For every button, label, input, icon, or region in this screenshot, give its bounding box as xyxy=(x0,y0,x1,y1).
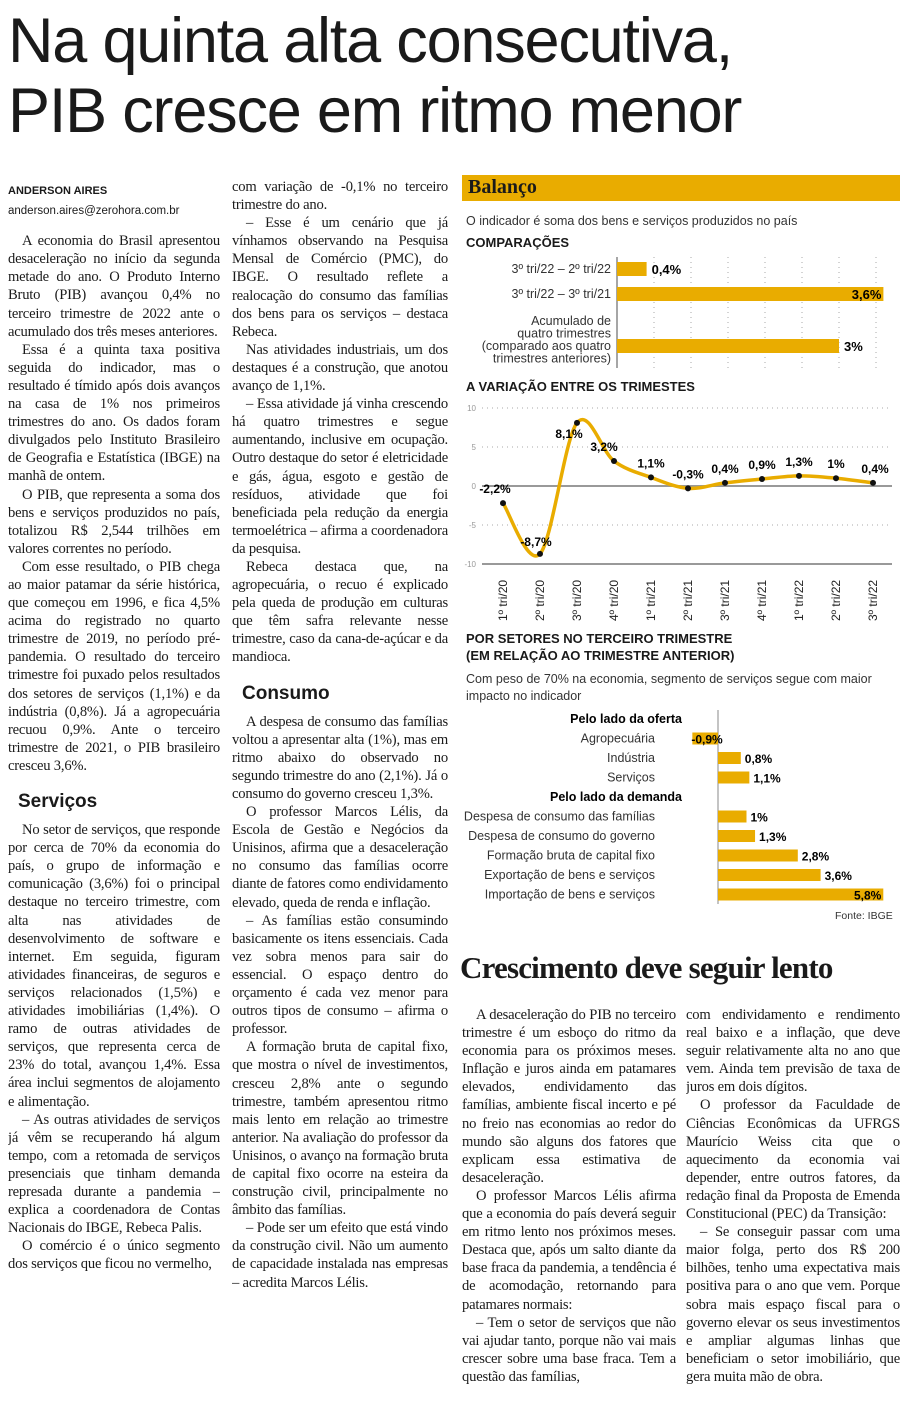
paragraph: – Esse é um cenário que já vínhamos observando na Pesquisa Mensal de Comércio (PMC), do IBGE. O resultado reflete a realocação do consumo das famílias dos bens para os serviços – destaca Rebeca. xyxy=(232,215,448,340)
data-label: -8,7% xyxy=(520,534,552,549)
bar-value-label: 3,6% xyxy=(851,287,882,302)
data-label: 1,3% xyxy=(785,454,813,469)
article-column-2 xyxy=(232,178,448,1387)
section-heading: Serviços xyxy=(18,791,98,812)
bar-value-label: 1% xyxy=(750,810,768,825)
category-label: Indústria xyxy=(607,751,655,765)
y-tick-label: 10 xyxy=(467,404,476,413)
data-point xyxy=(574,420,580,426)
group-label: Pelo lado da oferta xyxy=(570,712,682,726)
bar xyxy=(718,811,747,823)
category-label: quatro trimestres xyxy=(517,326,611,341)
bar-value-label: 2,8% xyxy=(801,849,830,864)
paragraph: – As outras atividades de serviços já vêm se recuperando há algum tempo, com a retomada de serviços presenciais que tinham demanda represada durante a pandemia – explica a coordenadora de Contas Nacionais do IBGE, Rebeca Palis. xyxy=(8,1111,220,1237)
comparisons-chart xyxy=(462,255,902,370)
category-label: trimestres anteriores) xyxy=(492,351,611,366)
x-tick-label: 1º tri/22 xyxy=(792,579,806,621)
bar-value-label: 1,1% xyxy=(753,771,781,786)
data-point xyxy=(500,500,506,506)
bar xyxy=(718,850,798,862)
bar-value-label: 5,8% xyxy=(853,888,882,903)
category-label: Agropecuária xyxy=(580,731,655,746)
data-point xyxy=(759,476,765,482)
bar-value-label: 0,4% xyxy=(651,262,682,277)
data-label: 3,2% xyxy=(590,440,618,455)
category-label: Serviços xyxy=(607,770,655,785)
infographic-title: Balanço xyxy=(462,175,900,201)
data-label: -2,2% xyxy=(479,482,511,497)
column-1-body xyxy=(8,232,220,1273)
data-label: 1% xyxy=(827,457,845,472)
bar xyxy=(718,830,755,842)
y-tick-label: -10 xyxy=(464,560,476,569)
y-tick-label: 5 xyxy=(471,443,476,452)
paragraph: – Tem o setor de serviços que não vai ajudar tanto, porque não vai mais crescer sobre uma base fraca. Tem a questão das famílias, xyxy=(462,1314,676,1385)
bar xyxy=(718,869,821,881)
bar-value-label: 3% xyxy=(844,339,863,354)
data-point xyxy=(648,474,654,480)
category-label: (comparado aos quatro xyxy=(481,339,611,353)
article-2-title: Crescimento deve seguir lento xyxy=(460,950,833,985)
data-point xyxy=(870,480,876,486)
paragraph: A desaceleração do PIB no terceiro trimestre é um esboço do ritmo da economia para os próximos meses. Inflação e juros ainda em patamares elevados, endividamento das famílias, ambiente fiscal incerto e pé no freio nas economias ao redor do mundo são alguns dos fatores que explicam essa estimativa de desaceleração. xyxy=(462,1007,676,1186)
data-label: 1,1% xyxy=(637,456,665,471)
data-point xyxy=(685,485,691,491)
headline-line-2: PIB cresce em ritmo menor xyxy=(8,76,742,146)
quarterly-variation-chart xyxy=(462,395,902,630)
byline-email[interactable]: anderson.aires@zerohora.com.br xyxy=(8,205,180,218)
x-tick-label: 1º tri/20 xyxy=(496,579,510,621)
sectors-subtitle: Com peso de 70% na economia, segmento de serviços segue com maior impacto no indicador xyxy=(466,672,872,703)
paragraph: Essa é a quinta taxa positiva seguida do indicador, mas o resultado é tímido após dois avanços na casa de 1% nos primeiros trimestres do ano. Os dados foram divulgados pelo Instituto Brasileiro de Geografia e Estatística (IBGE) na manhã de ontem. xyxy=(8,341,220,485)
paragraph: No setor de serviços, que responde por cerca de 70% da economia do país, o grupo de informação e comunicação (3,6%) foi o principal destaque no terceiro trimestre, com alta nas atividades de desenvolvimento de software e internet. Em seguida, figuram atividades financeiras, de seguros e serviços relacionados (1,5%) e atividades imobiliárias (1,4%). O ramo de outras atividades de serviços, que representa cerca de 23% do total, avançou 1,4%. Essa área inclui segmentos de alojamento e alimentação. xyxy=(8,822,220,1110)
category-label: Formação bruta de capital fixo xyxy=(486,848,655,863)
section-heading: Consumo xyxy=(242,682,330,704)
paragraph: O professor Marcos Lélis, da Escola de Gestão e Negócios da Unisinos, afirma que a desaceleração no consumo das famílias ocorre diante de fatores como endividamento elevado, queda de renda e inflação. xyxy=(232,804,448,911)
paragraph: – Essa atividade já vinha crescendo há quatro trimestres e segue aumentando, inclusive em ocupação. Outro destaque do setor é eletricidade e gás, água, esgoto e gestão de resíduos, atividade que foi beneficiada pela redução da energia termoelétrica – afirma a coordenadora da pesquisa. xyxy=(232,396,448,557)
data-label: 0,4% xyxy=(861,461,889,476)
y-tick-label: -5 xyxy=(468,521,476,530)
category-label: 3º tri/22 – 2º tri/22 xyxy=(511,262,611,276)
data-point xyxy=(796,473,802,479)
paragraph: O PIB, que representa a soma dos bens e serviços produzidos no país, totalizou R$ 2,544 trilhões em valores correntes no período. xyxy=(8,486,220,557)
bar-value-label: 1,3% xyxy=(759,830,787,844)
paragraph: com endividamento e rendimento real baixo e a inflação, que deve seguir relativamente alta no ano que vem. Ainda tem previsão de taxa de juros em dois dígitos. xyxy=(686,1007,900,1096)
bar xyxy=(718,752,741,764)
bar-value-label: -0,9% xyxy=(691,732,723,747)
data-point xyxy=(611,458,617,464)
paragraph: Rebeca destaca que, na agropecuária, o recuo é explicado pela queda de produção em culturas que têm safra relevante nesse trimestre, caso da cana-de-açúcar e da mandioca. xyxy=(232,558,448,666)
data-point xyxy=(722,480,728,486)
headline-line-1: Na quinta alta consecutiva, xyxy=(8,6,733,76)
x-tick-label: 3º tri/22 xyxy=(866,579,880,621)
x-tick-label: 4º tri/20 xyxy=(607,579,621,621)
paragraph: A formação bruta de capital fixo, que mostra o nível de investimentos, cresceu 2,8% ante o segundo trimestre, também apresentou ritmo mais lento em relação ao trimestre anterior. Na avaliação do professor da Unisinos, o avanço na formação bruta de capital fixo ocorre na esteira da construção civil, principalmente no âmbito das famílias. xyxy=(232,1039,448,1219)
group-label: Pelo lado da demanda xyxy=(550,790,682,804)
data-label: 0,4% xyxy=(711,461,739,476)
x-tick-label: 4º tri/21 xyxy=(755,579,769,621)
paragraph: – Se conseguir passar com uma maior folga, perto dos R$ 200 bilhões, tenho uma expectativa mais positiva para o ano que vem. Porque sobra mais espaço fiscal para o governo elevar os seus investimentos e ampliar algumas linhas que beneficiam o setor imobiliário, que gera muita mão de obra. xyxy=(686,1224,900,1385)
sectors-title: POR SETORES NO TERCEIRO TRIMESTRE (EM RELAÇÃO AO TRIMESTRE ANTERIOR) xyxy=(466,631,735,663)
paragraph: O comércio é o único segmento dos serviços que ficou no vermelho, xyxy=(8,1238,220,1273)
bar xyxy=(617,287,883,301)
article-2-column-a xyxy=(462,1006,676,1386)
paragraph: A despesa de consumo das famílias voltou a apresentar alta (1%), mas em ritmo abaixo do observado no segundo trimestre do ano (2,1%). Já o consumo do governo cresceu 1,3%. xyxy=(232,713,448,802)
sectors-chart xyxy=(462,708,902,906)
category-label: Acumulado de xyxy=(531,314,611,328)
headline xyxy=(8,6,908,146)
paragraph: – Pode ser um efeito que está vindo da construção civil. Não um aumento de capacidade instalada nas empresas – acredita Marcos Lélis. xyxy=(232,1220,448,1291)
paragraph: A economia do Brasil apresentou desaceleração no início da segunda metade do ano. O Produto Interno Bruto (PIB) avançou 0,4% no terceiro trimestre de 2022 ante o acumulado dos três meses anteriores. xyxy=(8,233,220,340)
x-tick-label: 2º tri/22 xyxy=(829,579,843,621)
category-label: Exportação de bens e serviços xyxy=(484,868,655,882)
article-column-1 xyxy=(8,182,220,1387)
x-tick-label: 1º tri/21 xyxy=(644,579,658,621)
bar xyxy=(617,339,839,353)
quarterly-variation-title: A VARIAÇÃO ENTRE OS TRIMESTES xyxy=(466,379,695,394)
article-2-column-b xyxy=(686,1006,900,1386)
bar-value-label: 3,6% xyxy=(824,869,852,883)
data-point xyxy=(537,551,543,557)
paragraph: O professor da Faculdade de Ciências Econômicas da UFRGS Maurício Weiss cita que o aquecimento da economia vai depender, entre outros fatores, da redação final da Proposta de Emenda Constitucional (PEC) da Transição: xyxy=(686,1097,900,1223)
paragraph: Com esse resultado, o PIB chega ao maior patamar da série histórica, que começou em 1996, e fica 4,5% acima do registrado no quarto trimestre de 2019, no período pré-pandemia. O resultado do terceiro trimestre foi puxado pelos resultados dos setores de serviços (1,1%) e da indústria (0,8%). Já a agropecuária recuou 0,9%. Ante o terceiro trimestre de 2021, o PIB brasileiro cresceu 3,6%. xyxy=(8,558,220,774)
bar xyxy=(617,262,647,276)
category-label: Importação de bens e serviços xyxy=(484,887,655,902)
comparisons-title: COMPARAÇÕES xyxy=(466,235,570,250)
data-point xyxy=(833,475,839,481)
source-note: Fonte: IBGE xyxy=(835,910,893,922)
byline-author: ANDERSON AIRES xyxy=(8,185,108,197)
x-tick-label: 2º tri/21 xyxy=(681,579,695,621)
data-label: -0,3% xyxy=(672,467,704,482)
bar-value-label: 0,8% xyxy=(744,752,773,766)
x-tick-label: 2º tri/20 xyxy=(533,579,547,621)
category-label: Despesa de consumo do governo xyxy=(468,829,655,843)
x-tick-label: 3º tri/21 xyxy=(718,579,732,621)
paragraph: O professor Marcos Lélis afirma que a economia do país deverá seguir em ritmo lento nos próximos meses. Destaca que, após um salto diante da base fraca da pandemia, a tendência é de acomodação, retornando para patamares normais: xyxy=(462,1187,676,1313)
column-2-body xyxy=(232,178,448,1292)
paragraph: com variação de -0,1% no terceiro trimestre do ano. xyxy=(232,179,448,214)
x-tick-label: 3º tri/20 xyxy=(570,579,584,621)
category-label: Despesa de consumo das famílias xyxy=(463,809,655,824)
bar xyxy=(718,772,749,784)
paragraph: Nas atividades industriais, um dos destaques é a construção, que anotou avanço de 1,1%. xyxy=(232,341,448,395)
data-label: 0,9% xyxy=(748,457,776,472)
infographic-subtitle: O indicador é soma dos bens e serviços produzidos no país xyxy=(466,214,798,228)
category-label: 3º tri/22 – 3º tri/21 xyxy=(511,287,611,301)
data-label: 8,1% xyxy=(555,426,583,441)
y-tick-label: 0 xyxy=(471,482,476,491)
paragraph: – As famílias estão consumindo basicamente os itens essenciais. Cada vez sobra menos para sair do essencial. O espaço dentro do orçamento é cada vez menor para outros tipos de consumo – afirma o professor. xyxy=(232,912,448,1038)
